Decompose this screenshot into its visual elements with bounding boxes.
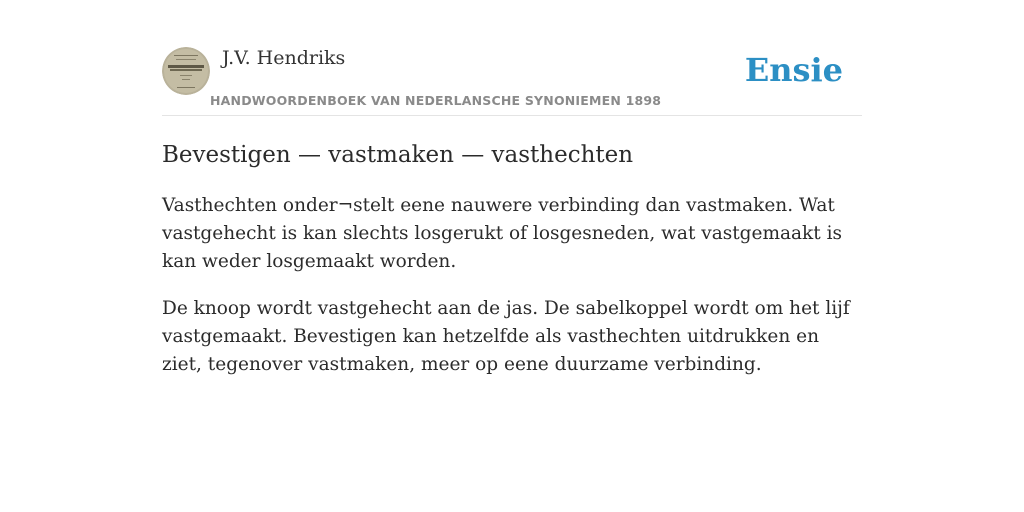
entry-body [162,192,862,398]
entry-card [162,0,862,375]
entry-paragraph: Vasthechten onder¬stelt eene nauwere verbinding dan vastmaken. Wat vastgehecht is kan slechts losgerukt of losgesneden, wat vastgemaakt is kan weder losgemaakt worden. [162,195,842,272]
entry-paragraph: De knoop wordt vastgehecht aan de jas. De sabelkoppel wordt om het lijf vastgemaakt. Bevestigen kan hetzelfde als vasthechten uitdrukken en ziet, tegenover vastmaken, meer op eene duurzame verbinding. [162,298,850,375]
brand-logo[interactable]: Ensie [744,51,843,89]
source-title[interactable]: HANDWOORDENBOEK VAN NEDERLANSCHE SYNONIEMEN 1898 [210,93,662,108]
book-cover-icon[interactable] [162,47,210,95]
author-name[interactable]: J.V. Hendriks [222,47,346,69]
entry-header [162,0,862,116]
entry-title: Bevestigen — vastmaken — vasthechten [162,142,634,168]
